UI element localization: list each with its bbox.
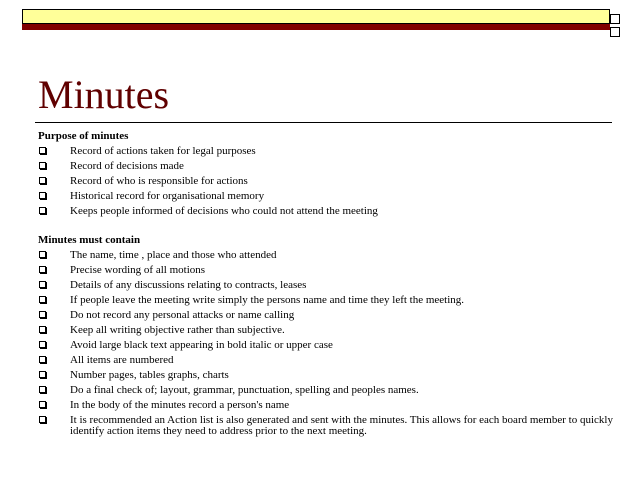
list-item-text: Keeps people informed of decisions who could not attend the meeting (70, 205, 378, 217)
title-divider (35, 122, 612, 123)
square-bullet-icon (39, 371, 46, 378)
square-bullet-icon (39, 251, 46, 258)
list-item (38, 383, 618, 398)
square-bullet-icon (39, 401, 46, 408)
slide-content (38, 127, 618, 439)
list-item (38, 278, 618, 293)
square-bullet-icon (39, 386, 46, 393)
list-item (38, 368, 618, 383)
list-item (38, 248, 618, 263)
list-item (38, 338, 618, 353)
list-item-text: All items are numbered (70, 354, 174, 366)
square-bullet-icon (39, 281, 46, 288)
square-bullet-icon (39, 192, 46, 199)
square-bullet-icon (39, 341, 46, 348)
list-item-text: The name, time , place and those who attended (70, 249, 277, 261)
list-item (38, 159, 618, 174)
square-bullet-icon (39, 416, 46, 423)
list-item (38, 308, 618, 323)
list-item (38, 398, 618, 413)
list-item-text: Do not record any personal attacks or name calling (70, 309, 295, 321)
list-item-text: Avoid large black text appearing in bold italic or upper case (70, 339, 333, 351)
purpose-list (38, 144, 618, 219)
header-bar (22, 9, 610, 29)
square-bullet-icon (39, 326, 46, 333)
list-item (38, 263, 618, 278)
list-item-text: It is recommended an Action list is also generated and sent with the minutes. This allows for each board member to quickly identify action items they need to address prior to the next meeting. (70, 414, 613, 437)
list-item (38, 189, 618, 204)
header-band-yellow (22, 9, 610, 24)
list-item-text: In the body of the minutes record a person's name (70, 399, 290, 411)
list-item (38, 174, 618, 189)
section-heading-purpose: Purpose of minutes (38, 130, 129, 142)
list-item-text: Record of decisions made (70, 160, 184, 172)
square-bullet-icon (39, 162, 46, 169)
contents-list (38, 248, 618, 439)
corner-square-icon (610, 27, 620, 37)
square-bullet-icon (39, 266, 46, 273)
header-band-maroon (22, 24, 610, 30)
list-item-text: Keep all writing objective rather than subjective. (70, 324, 285, 336)
list-item-text: Details of any discussions relating to contracts, leases (70, 279, 307, 291)
list-item-text: Record of actions taken for legal purposes (70, 145, 256, 157)
list-item (38, 204, 618, 219)
list-item-text: Precise wording of all motions (70, 264, 206, 276)
square-bullet-icon (39, 147, 46, 154)
corner-square-icon (610, 14, 620, 24)
list-item (38, 144, 618, 159)
corner-decoration (610, 9, 622, 39)
square-bullet-icon (39, 207, 46, 214)
list-item-text: Do a final check of; layout, grammar, punctuation, spelling and peoples names. (70, 384, 419, 396)
square-bullet-icon (39, 296, 46, 303)
list-item (38, 293, 618, 308)
list-item-text: Record of who is responsible for actions (70, 175, 248, 187)
list-item (38, 353, 618, 368)
square-bullet-icon (39, 311, 46, 318)
list-item-text: If people leave the meeting write simply the persons name and time they left the meeting. (70, 294, 465, 306)
list-item-text: Number pages, tables graphs, charts (70, 369, 229, 381)
page-title: Minutes (38, 72, 170, 117)
list-item (38, 323, 618, 338)
list-item-text: Historical record for organisational memory (70, 190, 265, 202)
list-item (38, 413, 618, 439)
section-heading-contents: Minutes must contain (38, 234, 141, 246)
square-bullet-icon (39, 177, 46, 184)
square-bullet-icon (39, 356, 46, 363)
